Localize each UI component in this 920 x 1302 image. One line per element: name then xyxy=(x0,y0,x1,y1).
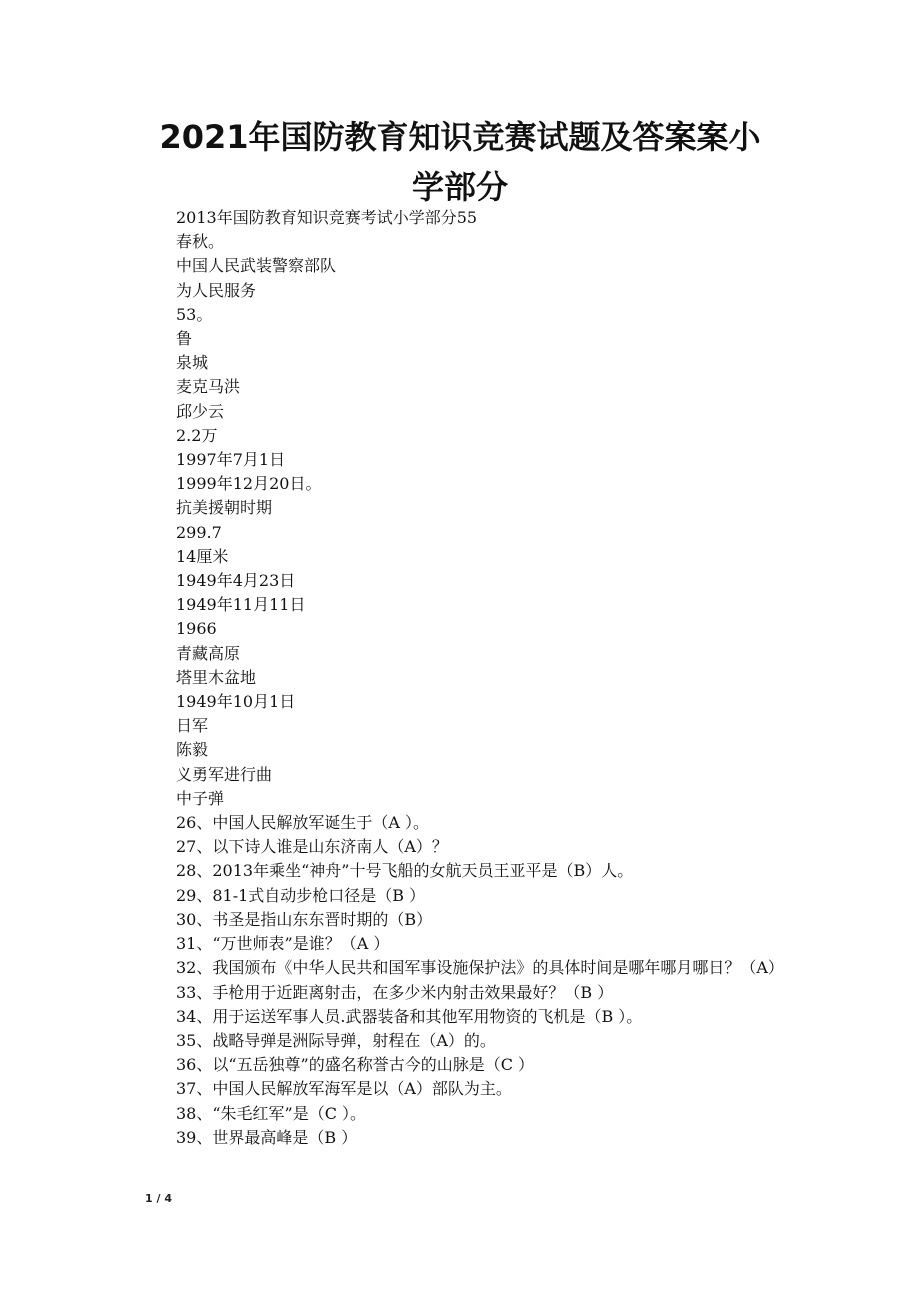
question-line: 34、用于运送军事人员.武器装备和其他军用物资的飞机是（B ）。 xyxy=(176,1006,643,1026)
answer-line: 1997年7月1日 xyxy=(176,450,286,470)
answer-line: 泉城 xyxy=(176,353,209,373)
answer-line: 义勇军进行曲 xyxy=(176,764,273,784)
question-line: 35、战略导弹是洲际导弹，射程在（A）的。 xyxy=(176,1030,496,1050)
answer-line: 1949年10月1日 xyxy=(176,692,296,712)
title-line-1: 2021年国防教育知识竞赛试题及答案案小 xyxy=(159,118,761,156)
question-line: 36、以“五岳独尊”的盛名称誉古今的山脉是（C ） xyxy=(176,1055,535,1075)
answer-line: 14厘米 xyxy=(176,546,229,566)
question-line: 31、“万世师表”是谁？（A ） xyxy=(176,934,390,954)
answer-line: 鲁 xyxy=(176,329,193,349)
answer-line: 麦克马洪 xyxy=(176,377,241,397)
answer-line: 塔里木盆地 xyxy=(176,667,257,687)
answer-line: 日军 xyxy=(176,716,209,736)
page-number: 1 / 4 xyxy=(145,1192,172,1205)
answer-line: 1949年11月11日 xyxy=(176,595,306,615)
question-line: 27、以下诗人谁是山东济南人（A）？ xyxy=(176,837,448,857)
question-line: 29、81-1式自动步枪口径是（B ） xyxy=(176,885,426,905)
text-line: 2013年国防教育知识竞赛考试小学部分55 xyxy=(176,208,478,227)
answer-line: 中子弹 xyxy=(176,788,225,808)
question-line: 32、我国颁布《中华人民共和国军事设施保护法》的具体时间是哪年哪月哪日？（A） xyxy=(176,958,784,978)
answer-line: 53。 xyxy=(176,304,213,324)
answer-line: 为人民服务 xyxy=(176,280,257,300)
question-line: 37、中国人民解放军海军是以（A）部队为主。 xyxy=(176,1079,512,1099)
title-line-2: 学部分 xyxy=(411,168,508,206)
answer-line: 1966 xyxy=(176,619,217,639)
question-line: 39、世界最高峰是（B ） xyxy=(176,1127,358,1147)
answer-line: 中国人民武装警察部队 xyxy=(176,256,337,276)
answer-line: 299.7 xyxy=(176,522,222,542)
answer-line: 1999年12月20日。 xyxy=(176,474,322,494)
question-line: 26、中国人民解放军诞生于（A ）。 xyxy=(176,813,430,833)
answer-line: 2.2万 xyxy=(176,425,218,445)
answer-line: 1949年4月23日 xyxy=(176,571,296,591)
question-line: 30、书圣是指山东东晋时期的（B） xyxy=(176,909,433,929)
question-line: 28、2013年乘坐“神舟”十号飞船的女航天员王亚平是（B）人。 xyxy=(176,861,634,881)
answer-line: 陈毅 xyxy=(176,740,209,760)
answer-line: 春秋。 xyxy=(176,232,225,252)
document-body xyxy=(140,206,784,1150)
answer-line: 邱少云 xyxy=(176,401,225,421)
question-line: 38、“朱毛红军”是（C ）。 xyxy=(176,1103,367,1123)
document-title xyxy=(140,112,780,212)
answer-line: 抗美援朝时期 xyxy=(176,498,273,518)
question-line: 33、手枪用于近距离射击，在多少米内射击效果最好？（B ） xyxy=(176,982,614,1002)
answer-line: 青藏高原 xyxy=(176,643,241,663)
